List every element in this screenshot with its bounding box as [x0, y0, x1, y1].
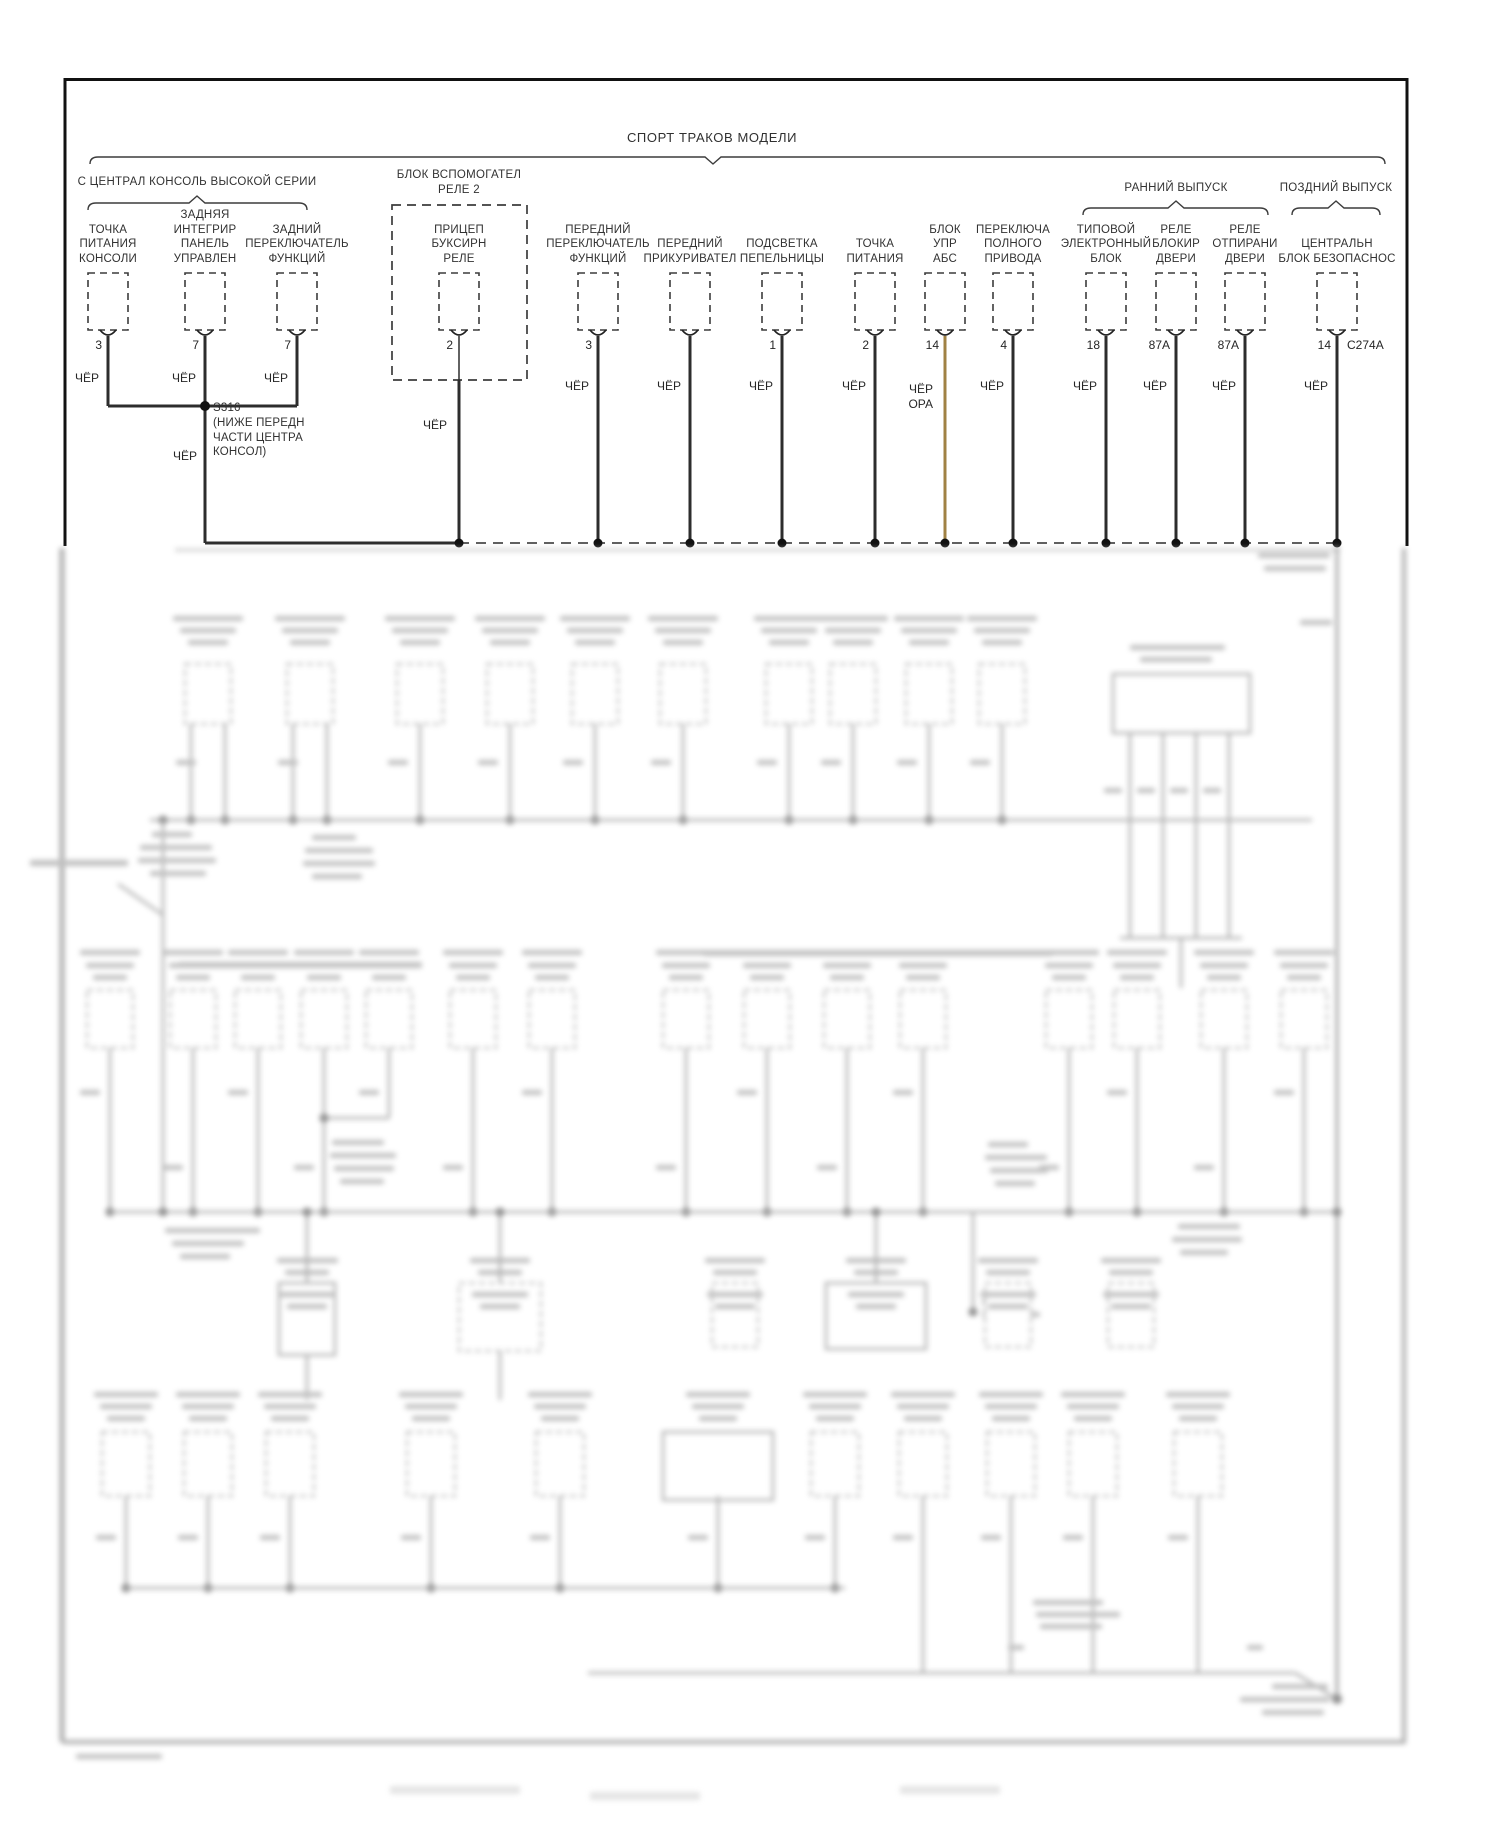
- connector-box: [277, 273, 317, 330]
- connector-box: [925, 273, 965, 330]
- pin-number: 14: [1317, 338, 1331, 352]
- group-label-console: С ЦЕНТРАЛ КОНСОЛЬ ВЫСОКОЙ СЕРИИ: [77, 176, 317, 188]
- connector-box: [1086, 273, 1126, 330]
- connector-1: [75, 273, 128, 406]
- connector-label: ТОЧКА ПИТАНИЯ КОНСОЛИ: [79, 223, 137, 265]
- connector-label: ЦЕНТРАЛЬН БЛОК БЕЗОПАСНОС: [1278, 238, 1396, 265]
- wire-color-label: ЧЁР: [74, 371, 99, 385]
- bracket-sport-tracks: [90, 157, 1385, 164]
- splice-note: S316 (НИЖЕ ПЕРЕДН ЧАСТИ ЦЕНТРА КОНСОЛ): [213, 402, 305, 459]
- connector-14: [1304, 273, 1384, 543]
- connector-5: [565, 273, 618, 543]
- page-border: [65, 80, 1407, 547]
- connector-box: [1317, 273, 1357, 330]
- bus-junction-dot: [1333, 539, 1342, 548]
- bracket-late-production: [1292, 201, 1380, 215]
- connector-code: C274A: [1347, 338, 1384, 352]
- pin-number: 87A: [1217, 338, 1239, 352]
- group-label-relay-box-line1: БЛОК ВСПОМОГАТЕЛ: [396, 169, 522, 181]
- connector-box: [762, 273, 802, 330]
- model-group-title: СПОРТ ТРАКОВ МОДЕЛИ: [626, 130, 798, 145]
- connector-6: [657, 273, 710, 543]
- bracket-early-production: [1083, 201, 1268, 215]
- connector-9: [908, 273, 965, 543]
- wire-color-label: ЧЁР: [841, 379, 866, 393]
- connector-10: [980, 273, 1033, 543]
- connector-box: [439, 273, 479, 330]
- connector-label: ПЕРЕКЛЮЧА ПОЛНОГО ПРИВОДА: [976, 223, 1050, 265]
- wire-color-label: ОРА: [908, 397, 933, 411]
- connector-label: РЕЛЕ БЛОКИР ДВЕРИ: [1152, 223, 1200, 265]
- connector-box: [670, 273, 710, 330]
- connector-box: [185, 273, 225, 330]
- bus-junction-dot: [778, 539, 787, 548]
- group-label-relay-box-line2: РЕЛЕ 2: [438, 184, 480, 196]
- connector-label: ТОЧКА ПИТАНИЯ: [846, 238, 904, 265]
- connector-label: ПЕРЕДНИЙ ПЕРЕКЛЮЧАТЕЛЬ ФУНКЦИЙ: [546, 223, 650, 265]
- connector-label: БЛОК УПР АБС: [929, 223, 961, 265]
- wire-color-label: ЧЁР: [263, 371, 288, 385]
- connector-2: [172, 273, 225, 406]
- splice-dot: [200, 401, 210, 411]
- bus-junction-dot: [941, 539, 950, 548]
- wire-color-label: ЧЁР: [171, 371, 196, 385]
- pin-number: 3: [95, 338, 102, 352]
- connector-13: [1212, 273, 1265, 543]
- group-label-early-production: РАННИЙ ВЫПУСК: [1124, 182, 1228, 194]
- splice-id: S316: [213, 402, 241, 414]
- connector-box: [88, 273, 128, 330]
- bus-junction-dot: [1172, 539, 1181, 548]
- connector-box: [993, 273, 1033, 330]
- bus-junction-dot: [1009, 539, 1018, 548]
- pin-number: 2: [446, 338, 453, 352]
- group-label-late-production: ПОЗДНИЙ ВЫПУСК: [1279, 182, 1393, 194]
- wire-color-label: ЧЁР: [979, 379, 1004, 393]
- connector-7: [749, 273, 802, 543]
- connector-8: [842, 273, 895, 543]
- wire-color-label: ЧЁР: [908, 382, 933, 396]
- bus-junction-dot: [686, 539, 695, 548]
- pin-number: 14: [925, 338, 939, 352]
- bus-junction-dot: [1241, 539, 1250, 548]
- pin-number: 1: [769, 338, 776, 352]
- pin-number: 7: [192, 338, 199, 352]
- connector-label: ЗАДНИЙ ПЕРЕКЛЮЧАТЕЛЬ ФУНКЦИЙ: [245, 223, 349, 265]
- connector-box: [1225, 273, 1265, 330]
- pin-number: 2: [862, 338, 869, 352]
- pin-number: 7: [284, 338, 291, 352]
- wire-color-label: ЧЁР: [656, 379, 681, 393]
- connector-11: [1073, 273, 1126, 543]
- pin-number: 18: [1086, 338, 1100, 352]
- connector-12: [1143, 273, 1196, 543]
- connector-box: [1156, 273, 1196, 330]
- bus-junction-dot: [1102, 539, 1111, 548]
- connector-label: ЗАДНЯЯ ИНТЕГРИР ПАНЕЛЬ УПРАВЛЕН: [173, 209, 237, 265]
- bus-junction-dot: [594, 539, 603, 548]
- connector-label: ПЕРЕДНИЙ ПРИКУРИВАТЕЛ: [643, 238, 737, 265]
- wire-color-label: ЧЁР: [1303, 379, 1328, 393]
- wire-color-label: ЧЁР: [748, 379, 773, 393]
- connector-label: ТИПОВОЙ ЭЛЕКТРОННЫЙ БЛОК: [1060, 223, 1152, 265]
- connector-box: [855, 273, 895, 330]
- connector-label: ПОДСВЕТКА ПЕПЕЛЬНИЦЫ: [739, 238, 825, 265]
- wire-color-label: ЧЁР: [1142, 379, 1167, 393]
- wire-color-label: ЧЁР: [1211, 379, 1236, 393]
- wire-color-label: ЧЁР: [1072, 379, 1097, 393]
- connector-box: [578, 273, 618, 330]
- bus-junction-dot: [455, 539, 464, 548]
- pin-number: 3: [585, 338, 592, 352]
- pin-number: 87A: [1148, 338, 1170, 352]
- bus-junction-dot: [871, 539, 880, 548]
- connector-label: ПРИЦЕП БУКСИРН РЕЛЕ: [431, 223, 487, 265]
- connector-3: [264, 273, 317, 406]
- connector-label: РЕЛЕ ОТПИРАНИ ДВЕРИ: [1212, 223, 1278, 265]
- wire-color-label: ЧЁР: [172, 449, 197, 463]
- wire-color-label: ЧЁР: [422, 418, 447, 432]
- wire-color-label: ЧЁР: [564, 379, 589, 393]
- connector-4: [423, 273, 479, 543]
- pin-number: 4: [1000, 338, 1007, 352]
